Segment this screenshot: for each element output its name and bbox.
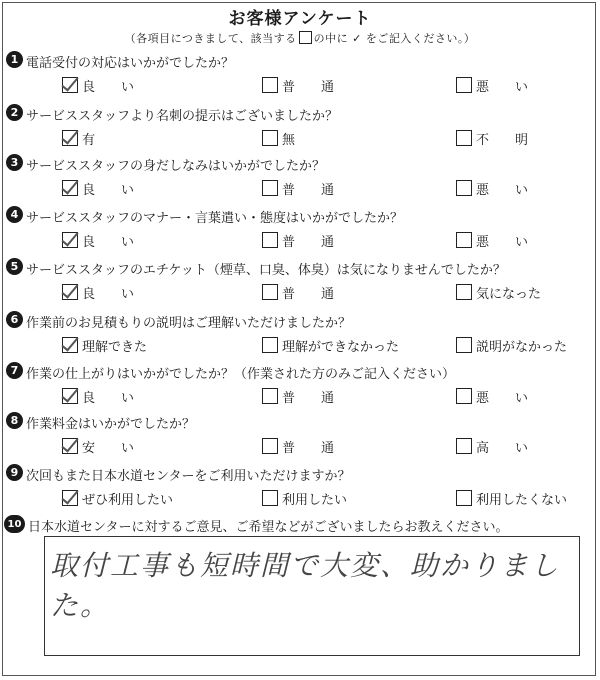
answer-option[interactable] (456, 129, 528, 148)
answer-option-label: 普 通 (282, 235, 335, 250)
answer-option[interactable] (262, 283, 334, 302)
checkbox-icon[interactable] (262, 180, 278, 196)
answer-option[interactable] (62, 336, 147, 355)
answer-option[interactable] (456, 179, 528, 198)
question-text: 作業料金はいかがでしたか？ (26, 417, 196, 432)
checkbox-icon[interactable] (456, 232, 472, 248)
question-number-badge: 8 (6, 412, 23, 429)
question-text: 電話受付の対応はいかがでしたか？ (26, 56, 235, 71)
checkbox-icon[interactable] (456, 130, 472, 146)
checkbox-checked-icon[interactable] (62, 388, 78, 404)
answer-option[interactable] (62, 231, 134, 250)
checkbox-checked-icon[interactable] (62, 490, 78, 506)
answer-option-label: 有 (82, 133, 96, 148)
question-text: 作業の仕上がりはいかがでしたか？（作業された方のみご記入ください） (26, 367, 456, 382)
checkbox-icon[interactable] (262, 284, 278, 300)
answer-option[interactable] (456, 437, 528, 456)
answer-option-label: 利用したい (282, 493, 348, 508)
question-number-badge: 10 (4, 515, 25, 533)
checkbox-icon[interactable] (456, 438, 472, 454)
answer-option-label: 高 い (476, 441, 529, 456)
checkbox-icon[interactable] (262, 490, 278, 506)
question-8 (0, 413, 600, 465)
question-number-badge: 5 (6, 258, 23, 275)
survey-title: お客様アンケート (228, 9, 372, 29)
question-text: サービススタッフのマナー・言葉遣い・態度はいかがでしたか？ (26, 211, 404, 226)
answer-option[interactable] (262, 437, 334, 456)
checkbox-icon[interactable] (456, 337, 472, 353)
answer-option[interactable] (62, 387, 134, 406)
instructions-text-before: （各項目につきまして、該当する (124, 32, 297, 45)
question-number-badge: 9 (6, 464, 23, 481)
answer-option-label: 良 い (82, 287, 135, 302)
answer-option-label: 普 通 (282, 441, 335, 456)
answer-option-label: 無 (282, 133, 296, 148)
checkbox-checked-icon[interactable] (62, 284, 78, 300)
answer-option-label: 利用したくない (476, 493, 568, 508)
question-number-badge: 6 (6, 311, 23, 328)
answer-option[interactable] (62, 489, 173, 508)
question-2 (0, 105, 600, 157)
answer-option[interactable] (62, 76, 134, 95)
answer-option-label: 悪 い (476, 235, 529, 250)
answer-option-label: 悪 い (476, 183, 529, 198)
checkbox-icon[interactable] (262, 337, 278, 353)
question-6 (0, 312, 600, 364)
checkbox-icon[interactable] (456, 388, 472, 404)
answer-option-label: 普 通 (282, 183, 335, 198)
answer-option-label: 安 い (82, 441, 135, 456)
answer-option-label: 悪 い (476, 391, 529, 406)
checkbox-icon[interactable] (262, 77, 278, 93)
question-text: サービススタッフより名刺の提示はございましたか？ (26, 109, 339, 124)
question-text: サービススタッフの身だしなみはいかがでしたか？ (26, 159, 326, 174)
checkbox-icon[interactable] (456, 284, 472, 300)
question-5 (0, 259, 600, 311)
checkbox-icon[interactable] (262, 388, 278, 404)
answer-option-label: 不 明 (476, 133, 529, 148)
answer-option[interactable] (62, 283, 134, 302)
answer-option[interactable] (456, 231, 528, 250)
question-text: サービススタッフのエチケット（煙草、口臭、体臭）は気になりませんでしたか？ (26, 263, 506, 278)
checkbox-icon[interactable] (456, 490, 472, 506)
question-text: 次回もまた日本水道センターをご利用いただけますか？ (26, 469, 351, 484)
answer-option[interactable] (62, 437, 134, 456)
answer-option-label: ぜひ利用したい (82, 493, 174, 508)
question-number-badge: 1 (6, 51, 23, 68)
answer-option-label: 気になった (476, 287, 542, 302)
answer-option[interactable] (262, 76, 334, 95)
checkbox-icon[interactable] (262, 438, 278, 454)
checkbox-checked-icon[interactable] (62, 130, 78, 146)
answer-option-label: 説明がなかった (476, 340, 568, 355)
checkbox-sample-icon (299, 31, 312, 44)
question-number-badge: 7 (6, 362, 23, 379)
answer-option-label: 普 通 (282, 287, 335, 302)
question-7 (0, 363, 600, 415)
checkbox-checked-icon[interactable] (62, 77, 78, 93)
answer-option[interactable] (62, 179, 134, 198)
question-9 (0, 465, 600, 517)
question-number-badge: 2 (6, 104, 23, 121)
answer-option[interactable] (262, 129, 295, 148)
question-number-badge: 4 (6, 206, 23, 223)
question-3 (0, 155, 600, 207)
answer-option[interactable] (456, 387, 528, 406)
answer-option[interactable] (456, 283, 541, 302)
answer-option-label: 悪 い (476, 80, 529, 95)
answer-option-label: 普 通 (282, 80, 335, 95)
checkbox-icon[interactable] (456, 180, 472, 196)
survey-instructions (0, 30, 600, 46)
instructions-text-after: の中に ✓ をご記入ください。） (313, 32, 476, 45)
answer-option[interactable] (262, 231, 334, 250)
answer-option[interactable] (62, 129, 95, 148)
checkbox-icon[interactable] (262, 232, 278, 248)
checkbox-checked-icon[interactable] (62, 232, 78, 248)
checkbox-icon[interactable] (262, 130, 278, 146)
answer-option[interactable] (456, 336, 567, 355)
answer-option-label: 理解ができなかった (282, 340, 400, 355)
answer-option-label: 良 い (82, 391, 135, 406)
answer-option[interactable] (262, 489, 347, 508)
answer-option-label: 良 い (82, 183, 135, 198)
question-1 (0, 52, 600, 104)
checkbox-checked-icon[interactable] (62, 180, 78, 196)
answer-option[interactable] (262, 387, 334, 406)
answer-option[interactable] (456, 76, 528, 95)
answer-option-label: 普 通 (282, 391, 335, 406)
checkbox-checked-icon[interactable] (62, 438, 78, 454)
checkbox-icon[interactable] (456, 77, 472, 93)
question-4 (0, 207, 600, 259)
answer-option[interactable] (262, 179, 334, 198)
question-text: 作業前のお見積もりの説明はご理解いただけましたか？ (26, 316, 352, 331)
answer-option[interactable] (456, 489, 567, 508)
answer-option-label: 良 い (82, 235, 135, 250)
answer-option-label: 理解できた (82, 340, 148, 355)
answer-option[interactable] (262, 336, 399, 355)
checkbox-checked-icon[interactable] (62, 337, 78, 353)
question-text: 日本水道センターに対するご意見、ご希望などがございましたらお教えください。 (28, 520, 509, 535)
question-number-badge: 3 (6, 154, 23, 171)
comment-handwriting: 取付工事も短時間で大変、助かりました。 (50, 549, 561, 622)
answer-option-label: 良 い (82, 80, 135, 95)
